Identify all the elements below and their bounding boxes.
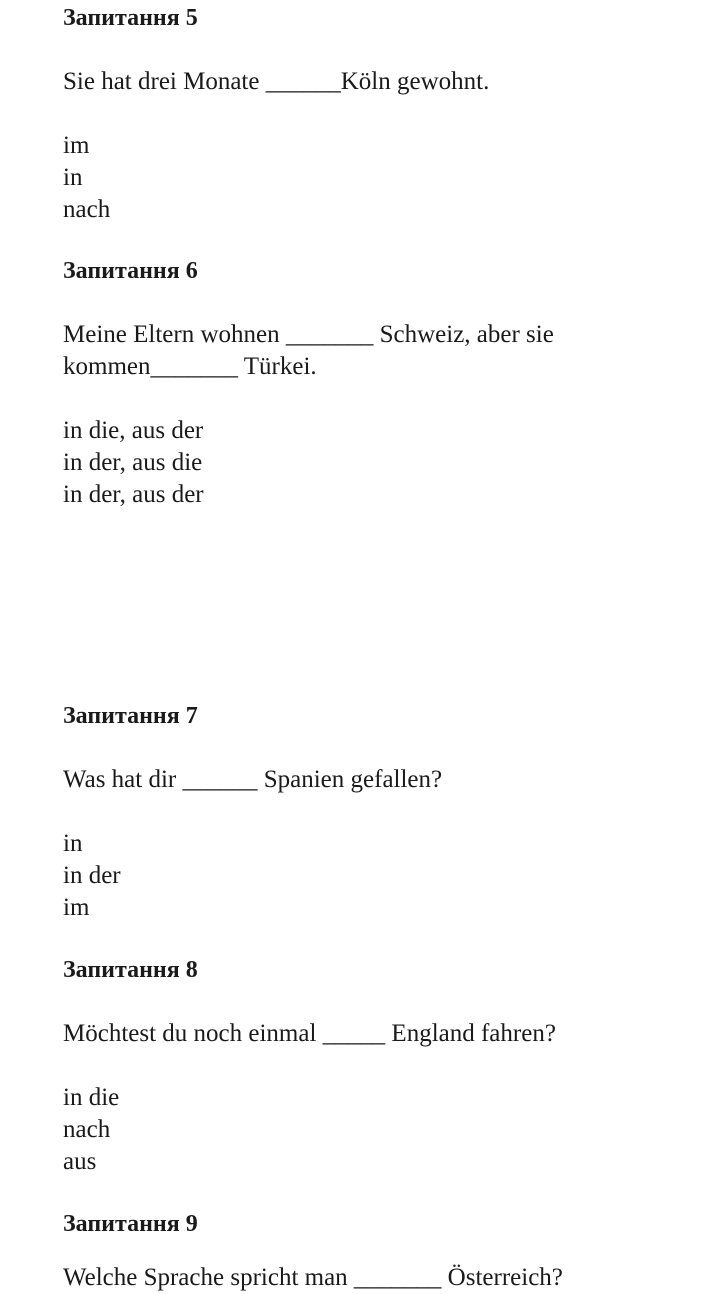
answer-option[interactable]: nach (63, 1116, 111, 1143)
question-text-line-2: kommen_______ Türkei. (63, 353, 317, 380)
question-text-line-1: Meine Eltern wohnen _______ Schweiz, aber sie (63, 321, 554, 348)
answer-options (63, 130, 110, 226)
answer-option[interactable]: in die, aus der (63, 417, 204, 444)
question-9 (63, 1208, 683, 1240)
answer-option[interactable]: in die (63, 1084, 120, 1111)
answer-options (63, 828, 121, 924)
answer-option[interactable]: im (63, 132, 90, 159)
question-6 (63, 255, 683, 508)
answer-option[interactable]: nach (63, 196, 111, 223)
question-5 (63, 2, 683, 223)
answer-option[interactable]: in (63, 164, 83, 191)
question-title: Запитання 9 (63, 1211, 198, 1237)
question-title: Запитання 6 (63, 258, 198, 284)
answer-options (63, 1082, 119, 1178)
answer-option[interactable]: in der, aus die (63, 449, 203, 476)
answer-option[interactable]: in der, aus der (63, 481, 204, 508)
question-text: Welche Sprache spricht man _______ Österreich? (63, 1264, 563, 1291)
question-text: Möchtest du noch einmal _____ England fahren? (63, 1020, 556, 1047)
question-title: Запитання 5 (63, 5, 198, 31)
question-text: Was hat dir ______ Spanien gefallen? (63, 766, 443, 793)
answer-option[interactable]: in (63, 830, 83, 857)
question-text: Sie hat drei Monate ______Köln gewohnt. (63, 68, 490, 95)
question-7 (63, 700, 683, 921)
answer-option[interactable]: in der (63, 862, 121, 889)
answer-option[interactable]: im (63, 894, 90, 921)
question-8 (63, 954, 683, 1175)
question-title: Запитання 8 (63, 957, 198, 983)
answer-option[interactable]: aus (63, 1148, 97, 1175)
question-text (63, 319, 663, 383)
question-title: Запитання 7 (63, 703, 198, 729)
answer-options (63, 415, 204, 511)
